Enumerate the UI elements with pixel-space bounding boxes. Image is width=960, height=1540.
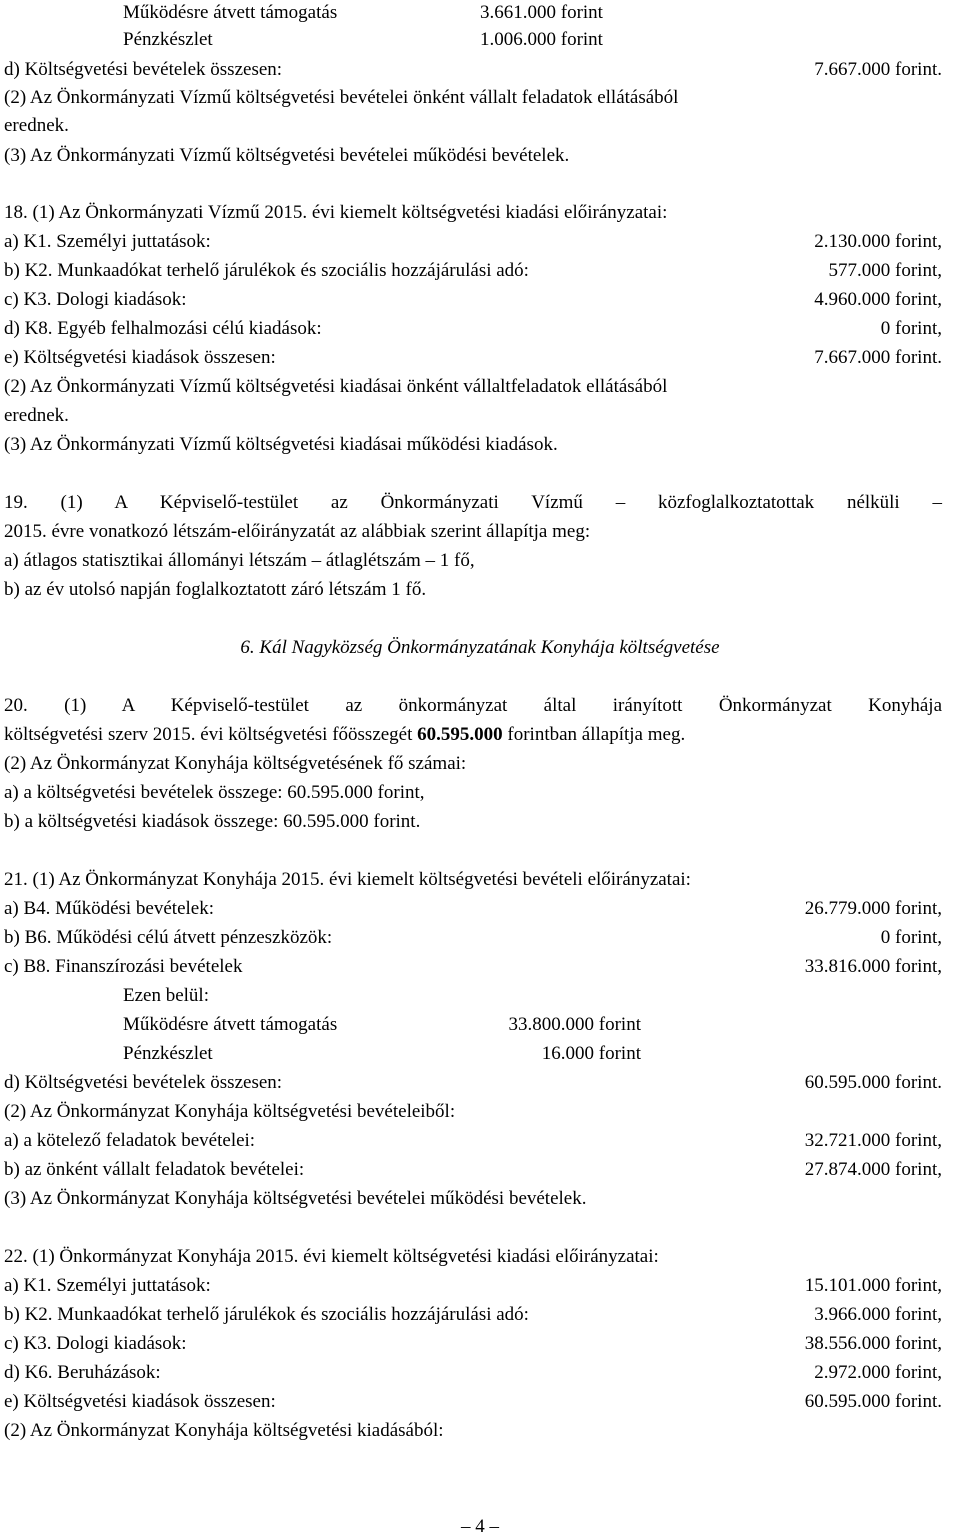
income-row-label: a) B4. Működési bevételek:: [4, 898, 215, 919]
text-run: költségvetési szerv 2015. évi költségvetési főösszegét: [4, 724, 418, 745]
expense-row-label: d) K8. Egyéb felhalmozási célú kiadások:: [4, 318, 322, 339]
expense-total-label: e) Költségvetési kiadások összesen:: [4, 1391, 276, 1412]
income-row-label: b) az önként vállalt feladatok bevételei:: [4, 1159, 305, 1180]
income-row-label: a) a kötelező feladatok bevételei:: [4, 1130, 256, 1151]
subheading: Ezen belül:: [123, 985, 209, 1006]
income-row-value: 32.721.000 forint,: [804, 1130, 942, 1151]
paragraph-line: (2) Az Önkormányzati Vízmű költségvetési bevételei önként vállalt feladatok ellátásából: [4, 87, 679, 108]
main-total-amount: 60.595.000: [417, 724, 503, 745]
income-total-label: d) Költségvetési bevételek összesen:: [4, 1072, 283, 1093]
income-row-value: 0 forint,: [880, 927, 942, 948]
paragraph-line: b) a költségvetési kiadások összege: 60.595.000 forint.: [4, 811, 421, 832]
paragraph-line: erednek.: [4, 405, 69, 426]
page-number: – 4 –: [461, 1516, 499, 1537]
income-total-value: 60.595.000 forint.: [804, 1072, 942, 1093]
expense-row-label: b) K2. Munkaadókat terhelő járulékok és szociális hozzájárulási adó:: [4, 1304, 529, 1325]
expense-total-label: e) Költségvetési kiadások összesen:: [4, 347, 276, 368]
paragraph-line: (2) Az Önkormányzat Konyhája költségvetési kiadásából:: [4, 1420, 444, 1441]
income-subitem-label: Működésre átvett támogatás: [123, 1014, 338, 1035]
text-run: forintban állapítja meg.: [502, 724, 686, 745]
expense-row-value: 38.556.000 forint,: [804, 1333, 942, 1354]
expense-row-value: 2.972.000 forint,: [814, 1362, 942, 1383]
income-subitem-value: 16.000 forint: [541, 1043, 641, 1064]
paragraph-line: (3) Az Önkormányzati Vízmű költségvetési bevételei működési bevételek.: [4, 145, 570, 166]
paragraph-line: (2) Az Önkormányzat Konyhája költségvetésének fő számai:: [4, 753, 467, 774]
paragraph-line: (3) Az Önkormányzat Konyhája költségvetési bevételei működési bevételek.: [4, 1188, 587, 1209]
income-total-value: 7.667.000 forint.: [814, 59, 942, 80]
section-21-heading: 21. (1) Az Önkormányzat Konyhája 2015. évi kiemelt költségvetési bevételi előirányzatai:: [4, 869, 691, 890]
section-18-heading: 18. (1) Az Önkormányzati Vízmű 2015. évi kiemelt költségvetési kiadási előirányzatai:: [4, 202, 668, 223]
expense-row-value: 577.000 forint,: [828, 260, 942, 281]
income-row-value: 27.874.000 forint,: [804, 1159, 942, 1180]
paragraph-line: b) az év utolsó napján foglalkoztatott záró létszám 1 fő.: [4, 579, 427, 600]
expense-row-label: a) K1. Személyi juttatások:: [4, 1275, 211, 1296]
expense-row-value: 2.130.000 forint,: [814, 231, 942, 252]
income-subitem-label: Pénzkészlet: [123, 1043, 213, 1064]
expense-row-value: 15.101.000 forint,: [804, 1275, 942, 1296]
expense-row-label: a) K1. Személyi juttatások:: [4, 231, 211, 252]
section-19-heading: 19. (1) A Képviselő-testület az Önkormányzati Vízmű – közfoglalkoztatottak nélküli –: [4, 492, 942, 513]
expense-total-value: 60.595.000 forint.: [804, 1391, 942, 1412]
income-subitem-label: Működésre átvett támogatás: [123, 2, 338, 23]
income-row-value: 33.816.000 forint,: [804, 956, 942, 977]
paragraph-line: [4, 722, 685, 748]
section-20-heading: 20. (1) A Képviselő-testület az önkormányzat által irányított Önkormányzat Konyhája: [4, 695, 942, 716]
income-subitem-value: 1.006.000 forint: [480, 29, 603, 50]
paragraph-line: erednek.: [4, 115, 69, 136]
income-row-value: 26.779.000 forint,: [804, 898, 942, 919]
paragraph-line: a) a költségvetési bevételek összege: 60.595.000 forint,: [4, 782, 425, 803]
expense-row-label: d) K6. Beruházások:: [4, 1362, 161, 1383]
income-subitem-value: 33.800.000 forint: [508, 1014, 641, 1035]
paragraph-line: (3) Az Önkormányzati Vízmű költségvetési kiadásai működési kiadások.: [4, 434, 558, 455]
income-row-label: c) B8. Finanszírozási bevételek: [4, 956, 243, 977]
paragraph-line: (2) Az Önkormányzati Vízmű költségvetési kiadásai önként vállaltfeladatok ellátásából: [4, 376, 668, 397]
expense-row-label: c) K3. Dologi kiadások:: [4, 1333, 187, 1354]
income-total-label: d) Költségvetési bevételek összesen:: [4, 59, 283, 80]
section-22-heading: 22. (1) Önkormányzat Konyhája 2015. évi kiemelt költségvetési kiadási előirányzatai:: [4, 1246, 659, 1267]
expense-row-label: c) K3. Dologi kiadások:: [4, 289, 187, 310]
expense-row-value: 4.960.000 forint,: [814, 289, 942, 310]
expense-total-value: 7.667.000 forint.: [814, 347, 942, 368]
expense-row-label: b) K2. Munkaadókat terhelő járulékok és szociális hozzájárulási adó:: [4, 260, 529, 281]
expense-row-value: 3.966.000 forint,: [814, 1304, 942, 1325]
paragraph-line: (2) Az Önkormányzat Konyhája költségvetési bevételeiből:: [4, 1101, 456, 1122]
income-subitem-value: 3.661.000 forint: [480, 2, 603, 23]
chapter-heading: 6. Kál Nagyközség Önkormányzatának Konyhája költségvetése: [240, 637, 720, 658]
paragraph-line: 2015. évre vonatkozó létszám-előirányzatát az alábbiak szerint állapítja meg:: [4, 521, 591, 542]
income-row-label: b) B6. Működési célú átvett pénzeszközök:: [4, 927, 333, 948]
expense-row-value: 0 forint,: [880, 318, 942, 339]
income-subitem-label: Pénzkészlet: [123, 29, 213, 50]
paragraph-line: a) átlagos statisztikai állományi létszám – átlaglétszám – 1 fő,: [4, 550, 475, 571]
